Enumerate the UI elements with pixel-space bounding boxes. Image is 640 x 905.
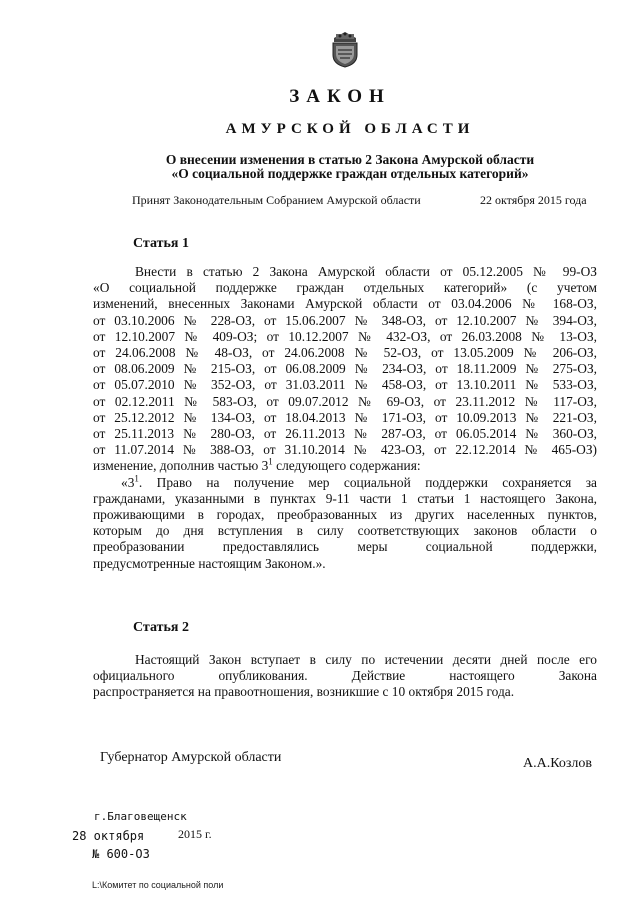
quote-line: преобразовании предоставлялись меры социальной поддержки, bbox=[93, 539, 597, 555]
article-1-line: от 05.07.2010 № 352-ОЗ, от 31.03.2011 № 458-ОЗ, от 13.10.2011 № 533-ОЗ, bbox=[93, 377, 597, 393]
adopted-date: 22 октября 2015 года bbox=[480, 193, 587, 207]
adopted-by: Принят Законодательным Собранием Амурской области bbox=[132, 193, 421, 207]
subject-line-2: «О социальной поддержке граждан отдельных категорий» bbox=[171, 166, 529, 181]
article-1-line: от 02.12.2011 № 583-ОЗ, от 09.07.2012 № 69-ОЗ, от 23.11.2012 № 117-ОЗ, bbox=[93, 393, 597, 409]
subject-line-1: О внесении изменения в статью 2 Закона Амурской области bbox=[165, 152, 535, 167]
article-1-line: изменений, внесенных Законами Амурской области от 03.04.2006 № 168-ОЗ, bbox=[93, 296, 597, 312]
article-1-closing-line bbox=[93, 458, 597, 474]
signing-city: г.Благовещенск bbox=[94, 810, 187, 823]
article-1-line: от 08.06.2009 № 215-ОЗ, от 06.08.2009 № 234-ОЗ, от 18.11.2009 № 275-ОЗ, bbox=[93, 361, 597, 377]
article-2-line: официального опубликования. Действие настоящего Закона bbox=[93, 668, 597, 684]
file-path: L:\Комитет по социальной поли bbox=[92, 880, 224, 890]
article-1-line: от 25.12.2012 № 134-ОЗ, от 18.04.2013 № 171-ОЗ, от 10.09.2013 № 221-ОЗ, bbox=[93, 409, 597, 425]
quote-line: которым до дня вступления в силу соответствующих законов области о bbox=[93, 523, 597, 539]
quote-line: гражданами, указанными в пунктах 9-11 части 1 статьи 1 настоящего Закона, bbox=[93, 490, 597, 506]
coat-of-arms-icon bbox=[328, 28, 362, 68]
signing-date: 28 октября bbox=[72, 829, 145, 843]
article-1-line: от 03.10.2006 № 228-ОЗ, от 15.06.2007 № 348-ОЗ, от 12.10.2007 № 394-ОЗ, bbox=[93, 312, 597, 328]
quote-line: проживающими в городах, преобразованных из других населенных пунктов, bbox=[93, 507, 597, 523]
article-1-line: «О социальной поддержке граждан отдельных категорий» (с учетом bbox=[93, 280, 597, 296]
quote-open: «3 bbox=[121, 474, 135, 490]
quote-first-text: . Право на получение мер социальной поддержки сохраняется за bbox=[138, 474, 597, 490]
law-number: № 600-ОЗ bbox=[92, 847, 150, 861]
article-2-line: распространяется на правоотношения, возникшие с 10 октября 2015 года. bbox=[93, 684, 515, 700]
article-1-line: от 11.07.2014 № 388-ОЗ, от 31.10.2014 № 423-ОЗ, от 22.12.2014 № 465-ОЗ) bbox=[93, 442, 597, 458]
governor-title: Губернатор Амурской области bbox=[100, 750, 282, 765]
closing-text-end: следующего содержания: bbox=[272, 458, 421, 474]
article-1-body bbox=[93, 264, 597, 572]
closing-text: изменение, дополнив частью 3 bbox=[93, 458, 269, 474]
quote-line bbox=[93, 475, 597, 491]
signing-year: 2015 г. bbox=[178, 827, 212, 841]
article-1-line: от 24.06.2008 № 48-ОЗ, от 24.06.2008 № 52-ОЗ, от 13.05.2009 № 206-ОЗ, bbox=[93, 345, 597, 361]
article-1-heading: Статья 1 bbox=[133, 236, 189, 251]
document-subtitle: АМУРСКОЙ ОБЛАСТИ bbox=[225, 121, 475, 137]
article-1-line: Внести в статью 2 Закона Амурской области от 05.12.2005 № 99-ОЗ bbox=[135, 264, 597, 279]
closing-superscript: 1 bbox=[268, 456, 273, 467]
signer-name: А.А.Козлов bbox=[523, 756, 592, 771]
quote-superscript: 1 bbox=[134, 473, 139, 484]
article-1-line: от 25.11.2013 № 280-ОЗ, от 26.11.2013 № 287-ОЗ, от 06.05.2014 № 360-ОЗ, bbox=[93, 426, 597, 442]
law-subject bbox=[0, 153, 640, 181]
article-2-line: Настоящий Закон вступает в силу по истечении десяти дней после его bbox=[135, 652, 597, 667]
article-1-line: от 12.10.2007 № 409-ОЗ; от 10.12.2007 № 432-ОЗ, от 26.03.2008 № 13-ОЗ, bbox=[93, 328, 597, 344]
quote-line: предусмотренные настоящим Законом.». bbox=[93, 555, 326, 571]
article-2-body bbox=[93, 652, 597, 701]
article-2-heading: Статья 2 bbox=[133, 620, 189, 635]
document-title: ЗАКОН bbox=[289, 86, 391, 107]
